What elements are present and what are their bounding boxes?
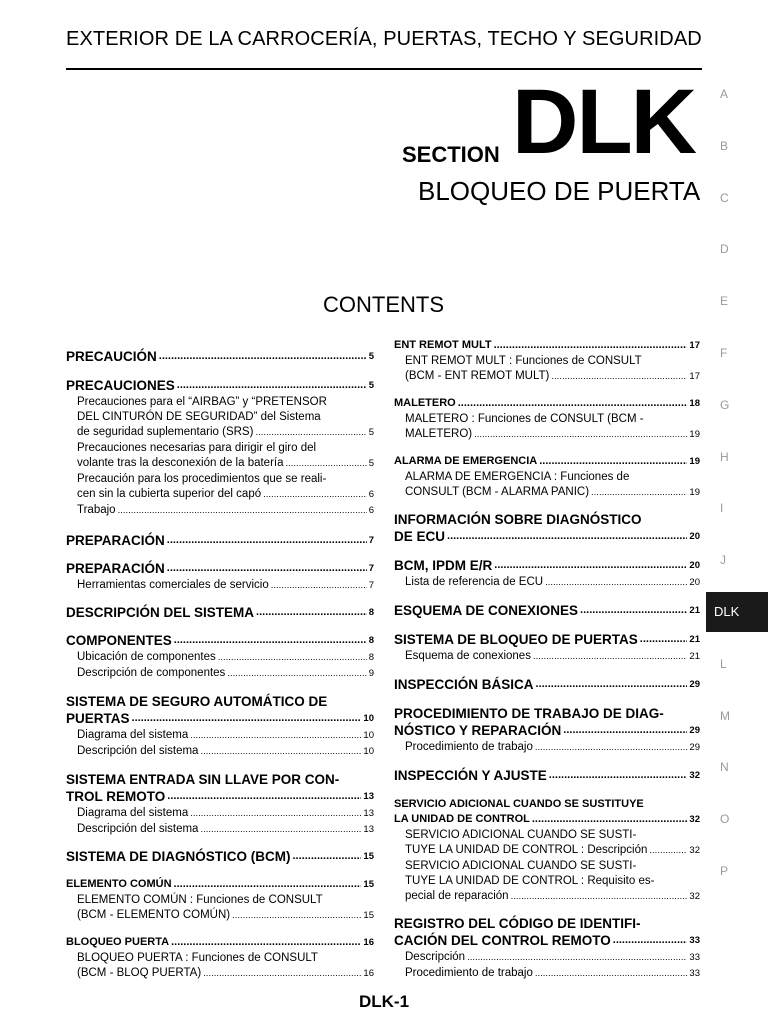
dot-leader (200, 822, 361, 837)
dot-leader (649, 843, 687, 858)
toc-entry-text: TUYE LA UNIDAD DE CONTROL : Descripción (405, 844, 648, 856)
dot-leader (539, 454, 687, 469)
toc-entry[interactable] (394, 396, 700, 411)
toc-entry[interactable] (394, 602, 700, 619)
toc-entry[interactable] (66, 472, 374, 502)
dot-leader (167, 560, 367, 577)
toc-page-number: 10 (363, 713, 374, 724)
toc-entry[interactable] (66, 650, 374, 665)
toc-entry[interactable] (394, 676, 700, 693)
toc-entry[interactable] (394, 511, 700, 545)
dot-leader (293, 848, 362, 865)
toc-entry-text: SERVICIO ADICIONAL CUANDO SE SUSTITUYE (394, 798, 644, 810)
dot-leader (545, 575, 687, 590)
toc-entry[interactable] (394, 966, 700, 981)
toc-entry[interactable] (66, 532, 374, 549)
dot-leader (218, 650, 367, 665)
toc-entry-text: ESQUEMA DE CONEXIONES (394, 603, 579, 618)
toc-entry[interactable] (394, 575, 700, 590)
dot-leader (494, 338, 688, 353)
dot-leader (256, 604, 367, 621)
index-tab-o[interactable]: O (720, 812, 730, 827)
dot-leader (190, 728, 361, 743)
dot-leader (474, 427, 687, 442)
toc-page-number: 16 (363, 937, 374, 948)
toc-entry-text: COMPONENTES (66, 633, 172, 648)
toc-entry-text: SERVICIO ADICIONAL CUANDO SE SUSTI- (405, 829, 637, 841)
toc-page-number: 20 (689, 577, 700, 588)
toc-entry-text: (BCM - BLOQ PUERTA) (77, 967, 202, 979)
dot-leader (447, 528, 687, 545)
index-tab-e[interactable]: E (720, 294, 729, 309)
toc-entry[interactable] (394, 705, 700, 739)
toc-page-number: 21 (689, 605, 700, 616)
toc-entry[interactable] (394, 649, 700, 664)
toc-entry-text: PREPARACIÓN (66, 533, 165, 548)
toc-entry[interactable] (66, 693, 374, 727)
toc-page-number: 9 (368, 668, 374, 679)
toc-entry-text: de seguridad suplementario (SRS) (77, 426, 254, 438)
toc-page-number: 6 (368, 505, 374, 516)
toc-entry-text: CONSULT (BCM - ALARMA PANIC) (405, 486, 590, 498)
toc-entry-text: MALETERO : Funciones de CONSULT (BCM - (405, 413, 644, 425)
toc-page-number: 5 (368, 458, 374, 469)
index-tab-i[interactable]: I (720, 501, 724, 516)
toc-entry[interactable] (394, 354, 700, 384)
dot-leader (118, 503, 367, 518)
toc-page-number: 21 (689, 634, 700, 645)
toc-entry[interactable] (394, 412, 700, 442)
toc-page-number: 13 (363, 808, 374, 819)
index-tab-c[interactable]: C (720, 190, 729, 205)
toc-page-number: 32 (689, 891, 700, 902)
dot-leader (549, 767, 688, 784)
toc-entry-text: cen sin la cubierta superior del capó (77, 488, 262, 500)
dot-leader (271, 578, 367, 593)
toc-entry-text: MALETERO) (405, 428, 473, 440)
toc-entry-text: SISTEMA DE BLOQUEO DE PUERTAS (394, 632, 638, 647)
index-tab-g[interactable]: G (720, 397, 730, 412)
toc-entry[interactable] (66, 822, 374, 837)
toc-entry-text: Procedimiento de trabajo (405, 967, 533, 979)
toc-entry-text: (BCM - ELEMENTO COMÚN) (77, 909, 231, 921)
toc-page-number: 29 (689, 742, 700, 753)
index-tab-n[interactable]: N (720, 760, 729, 775)
section-index-tabs (706, 0, 768, 1024)
index-tab-d[interactable]: D (720, 242, 729, 257)
index-tab-j[interactable]: J (720, 553, 726, 568)
toc-left-column (66, 338, 374, 981)
toc-entry-text: DEL CINTURÓN DE SEGURIDAD” del Sistema (77, 411, 321, 423)
toc-page-number: 15 (363, 851, 374, 862)
dot-leader (580, 602, 687, 619)
toc-entry-text: Descripción (405, 951, 466, 963)
toc-entry-text: Esquema de conexiones (405, 650, 531, 662)
toc-right-column (394, 338, 700, 981)
toc-entry-text: INSPECCIÓN Y AJUSTE (394, 768, 547, 783)
toc-page-number: 5 (368, 351, 374, 362)
dot-leader (535, 966, 688, 981)
toc-entry[interactable] (66, 744, 374, 759)
toc-entry[interactable] (66, 893, 374, 923)
toc-page-number: 16 (363, 968, 374, 979)
toc-entry-text: Precauciones necesarias para dirigir el giro del (77, 442, 317, 454)
toc-page-number: 20 (689, 531, 700, 542)
index-tab-l[interactable]: L (720, 656, 727, 671)
toc-entry-text: SERVICIO ADICIONAL CUANDO SE SUSTI- (405, 860, 637, 872)
dot-leader (533, 649, 687, 664)
toc-page-number: 5 (368, 380, 374, 391)
toc-entry-text: ENT REMOT MULT : Funciones de CONSULT (405, 355, 642, 367)
toc-entry[interactable] (66, 503, 374, 518)
dot-leader (232, 908, 361, 923)
dot-leader (255, 425, 366, 440)
toc-entry[interactable] (394, 915, 700, 949)
toc-entry[interactable] (66, 395, 374, 440)
toc-entry[interactable] (66, 604, 374, 621)
index-tab-h[interactable]: H (720, 449, 729, 464)
index-tab-m[interactable]: M (720, 708, 730, 723)
toc-entry[interactable] (394, 470, 700, 500)
toc-entry[interactable] (394, 740, 700, 755)
toc-entry[interactable] (394, 338, 700, 353)
toc-entry[interactable] (66, 806, 374, 821)
dot-leader (532, 812, 688, 827)
toc-entry[interactable] (66, 771, 374, 805)
toc-page-number: 8 (368, 652, 374, 663)
dot-leader (190, 806, 361, 821)
index-tab-a[interactable]: A (720, 87, 729, 101)
toc-entry[interactable] (66, 935, 374, 950)
document-category-title: EXTERIOR DE LA CARROCERÍA, PUERTAS, TECHO Y SEGURIDAD (66, 28, 702, 50)
toc-page-number: 6 (368, 489, 374, 500)
toc-entry[interactable] (66, 951, 374, 981)
toc-page-number: 33 (689, 968, 700, 979)
toc-entry[interactable] (394, 767, 700, 784)
section-title: BLOQUEO DE PUERTA (418, 176, 701, 206)
toc-entry[interactable] (394, 454, 700, 469)
toc-entry-text: INFORMACIÓN SOBRE DIAGNÓSTICO (394, 512, 642, 527)
dot-leader (458, 396, 688, 411)
toc-entry[interactable] (66, 632, 374, 649)
toc-page-number: 7 (368, 563, 374, 574)
index-tab-dlk[interactable]: DLK (706, 592, 768, 632)
toc-entry[interactable] (66, 348, 374, 365)
dot-leader (174, 877, 362, 892)
dot-leader (467, 950, 687, 965)
dot-leader (174, 632, 367, 649)
dot-leader (132, 710, 362, 727)
toc-page-number: 32 (689, 845, 700, 856)
toc-entry-text: NÓSTICO Y REPARACIÓN (394, 723, 562, 738)
index-tab-p[interactable]: P (720, 864, 729, 878)
dot-leader (511, 889, 688, 904)
toc-entry-text: SISTEMA DE SEGURO AUTOMÁTICO DE (66, 694, 328, 709)
dot-leader (177, 377, 367, 394)
toc-entry-text: BCM, IPDM E/R (394, 558, 493, 573)
dot-leader (563, 722, 687, 739)
toc-page-number: 33 (689, 935, 700, 946)
toc-entry-text: DESCRIPCIÓN DEL SISTEMA (66, 605, 255, 620)
toc-entry-text: MALETERO (394, 397, 456, 409)
section-code: DLK (512, 71, 696, 173)
toc-entry-text: pecial de reparación (405, 890, 509, 902)
toc-entry-text: Descripción de componentes (77, 667, 226, 679)
toc-page-number: 15 (363, 910, 374, 921)
dot-leader (286, 456, 367, 471)
dot-leader (494, 557, 687, 574)
dot-leader (227, 666, 366, 681)
dot-leader (536, 676, 688, 693)
toc-entry[interactable] (394, 631, 700, 648)
section-label: SECTION (402, 142, 500, 167)
toc-entry[interactable] (394, 859, 700, 904)
toc-entry-text: (BCM - ENT REMOT MULT) (405, 370, 550, 382)
contents-heading: CONTENTS (323, 292, 444, 317)
toc-entry-text: ELEMENTO COMÚN : Funciones de CONSULT (77, 894, 323, 906)
dot-leader (591, 485, 687, 500)
toc-entry-text: Ubicación de componentes (77, 651, 216, 663)
toc-page-number: 18 (689, 398, 700, 409)
toc-entry-text: Precaución para los procedimientos que se reali- (77, 473, 327, 485)
toc-entry-text: ENT REMOT MULT (394, 339, 492, 351)
toc-entry-text: TROL REMOTO (66, 789, 166, 804)
toc-entry[interactable] (66, 578, 374, 593)
dot-leader (263, 487, 367, 502)
toc-page-number: 7 (368, 580, 374, 591)
toc-entry-text: PROCEDIMIENTO DE TRABAJO DE DIAG- (394, 706, 664, 721)
toc-page-number: 29 (689, 725, 700, 736)
toc-entry-text: DE ECU (394, 529, 446, 544)
toc-page-number: 33 (689, 952, 700, 963)
dot-leader (551, 369, 687, 384)
toc-entry[interactable] (66, 877, 374, 892)
toc-page-number: 5 (368, 427, 374, 438)
toc-entry-text: Trabajo (77, 504, 116, 516)
toc-entry-text: INSPECCIÓN BÁSICA (394, 677, 534, 692)
toc-entry-text: Precauciones para el “AIRBAG” y “PRETENSOR (77, 396, 327, 408)
toc-entry-text: PRECAUCIONES (66, 378, 175, 393)
toc-entry-text: Diagrama del sistema (77, 807, 189, 819)
toc-entry[interactable] (394, 828, 700, 858)
toc-entry-text: Herramientas comerciales de servicio (77, 579, 269, 591)
dot-leader (640, 631, 688, 648)
dot-leader (535, 740, 688, 755)
toc-page-number: 19 (689, 429, 700, 440)
toc-entry-text: PREPARACIÓN (66, 561, 165, 576)
toc-entry-text: ALARMA DE EMERGENCIA : Funciones de (405, 471, 630, 483)
dot-leader (203, 966, 361, 981)
toc-entry-text: Diagrama del sistema (77, 729, 189, 741)
dot-leader (167, 532, 367, 549)
toc-entry-text: PRECAUCIÓN (66, 349, 157, 364)
toc-entry[interactable] (66, 728, 374, 743)
toc-page-number: 13 (363, 791, 374, 802)
toc-page-number: 8 (368, 635, 374, 646)
toc-page-number: 17 (689, 371, 700, 382)
toc-entry[interactable] (394, 797, 700, 827)
toc-entry[interactable] (66, 560, 374, 577)
index-tab-f[interactable]: F (720, 346, 728, 360)
toc-entry-text: SISTEMA ENTRADA SIN LLAVE POR CON- (66, 772, 340, 787)
toc-page-number: 7 (368, 535, 374, 546)
dot-leader (159, 348, 367, 365)
toc-entry-text: ELEMENTO COMÚN (66, 878, 172, 890)
toc-page-number: 15 (363, 879, 374, 890)
toc-page-number: 17 (689, 340, 700, 351)
toc-entry-text: Procedimiento de trabajo (405, 741, 533, 753)
toc-page-number: 29 (689, 679, 700, 690)
index-tab-b[interactable]: B (720, 138, 729, 153)
toc-entry-text: Lista de referencia de ECU (405, 576, 544, 588)
header-rule (66, 68, 702, 70)
dot-leader (167, 788, 361, 805)
toc-entry[interactable] (66, 666, 374, 681)
toc-entry[interactable] (66, 848, 374, 865)
toc-entry[interactable] (394, 950, 700, 965)
toc-page-number: 21 (689, 651, 700, 662)
toc-entry[interactable] (394, 557, 700, 574)
dot-leader (613, 932, 688, 949)
toc-page-number: 10 (363, 746, 374, 757)
toc-entry-text: Descripción del sistema (77, 745, 199, 757)
toc-entry-text: PUERTAS (66, 711, 130, 726)
toc-page-number: 19 (689, 487, 700, 498)
toc-page-number: 32 (689, 814, 700, 825)
toc-entry-text: volante tras la desconexión de la batería (77, 457, 284, 469)
toc-page-number: 20 (689, 560, 700, 571)
toc-page-number: 10 (363, 730, 374, 741)
toc-entry-text: CACIÓN DEL CONTROL REMOTO (394, 933, 611, 948)
toc-entry-text: ALARMA DE EMERGENCIA (394, 455, 538, 467)
toc-page-number: 19 (689, 456, 700, 467)
dot-leader (200, 744, 361, 759)
toc-entry-text: LA UNIDAD DE CONTROL (394, 813, 530, 825)
toc-entry-text: BLOQUEO PUERTA (66, 936, 170, 948)
page-number: DLK-1 (358, 992, 410, 1011)
toc-page-number: 32 (689, 770, 700, 781)
toc-entry[interactable] (66, 441, 374, 471)
toc-page-number: 13 (363, 824, 374, 835)
toc-entry-text: SISTEMA DE DIAGNÓSTICO (BCM) (66, 849, 291, 864)
toc-entry-text: REGISTRO DEL CÓDIGO DE IDENTIFI- (394, 916, 641, 931)
toc-page-number: 8 (368, 607, 374, 618)
toc-entry[interactable] (66, 377, 374, 394)
toc-entry-text: BLOQUEO PUERTA : Funciones de CONSULT (77, 952, 318, 964)
toc-entry-text: Descripción del sistema (77, 823, 199, 835)
dot-leader (171, 935, 361, 950)
toc-entry-text: TUYE LA UNIDAD DE CONTROL : Requisito es- (405, 875, 655, 887)
